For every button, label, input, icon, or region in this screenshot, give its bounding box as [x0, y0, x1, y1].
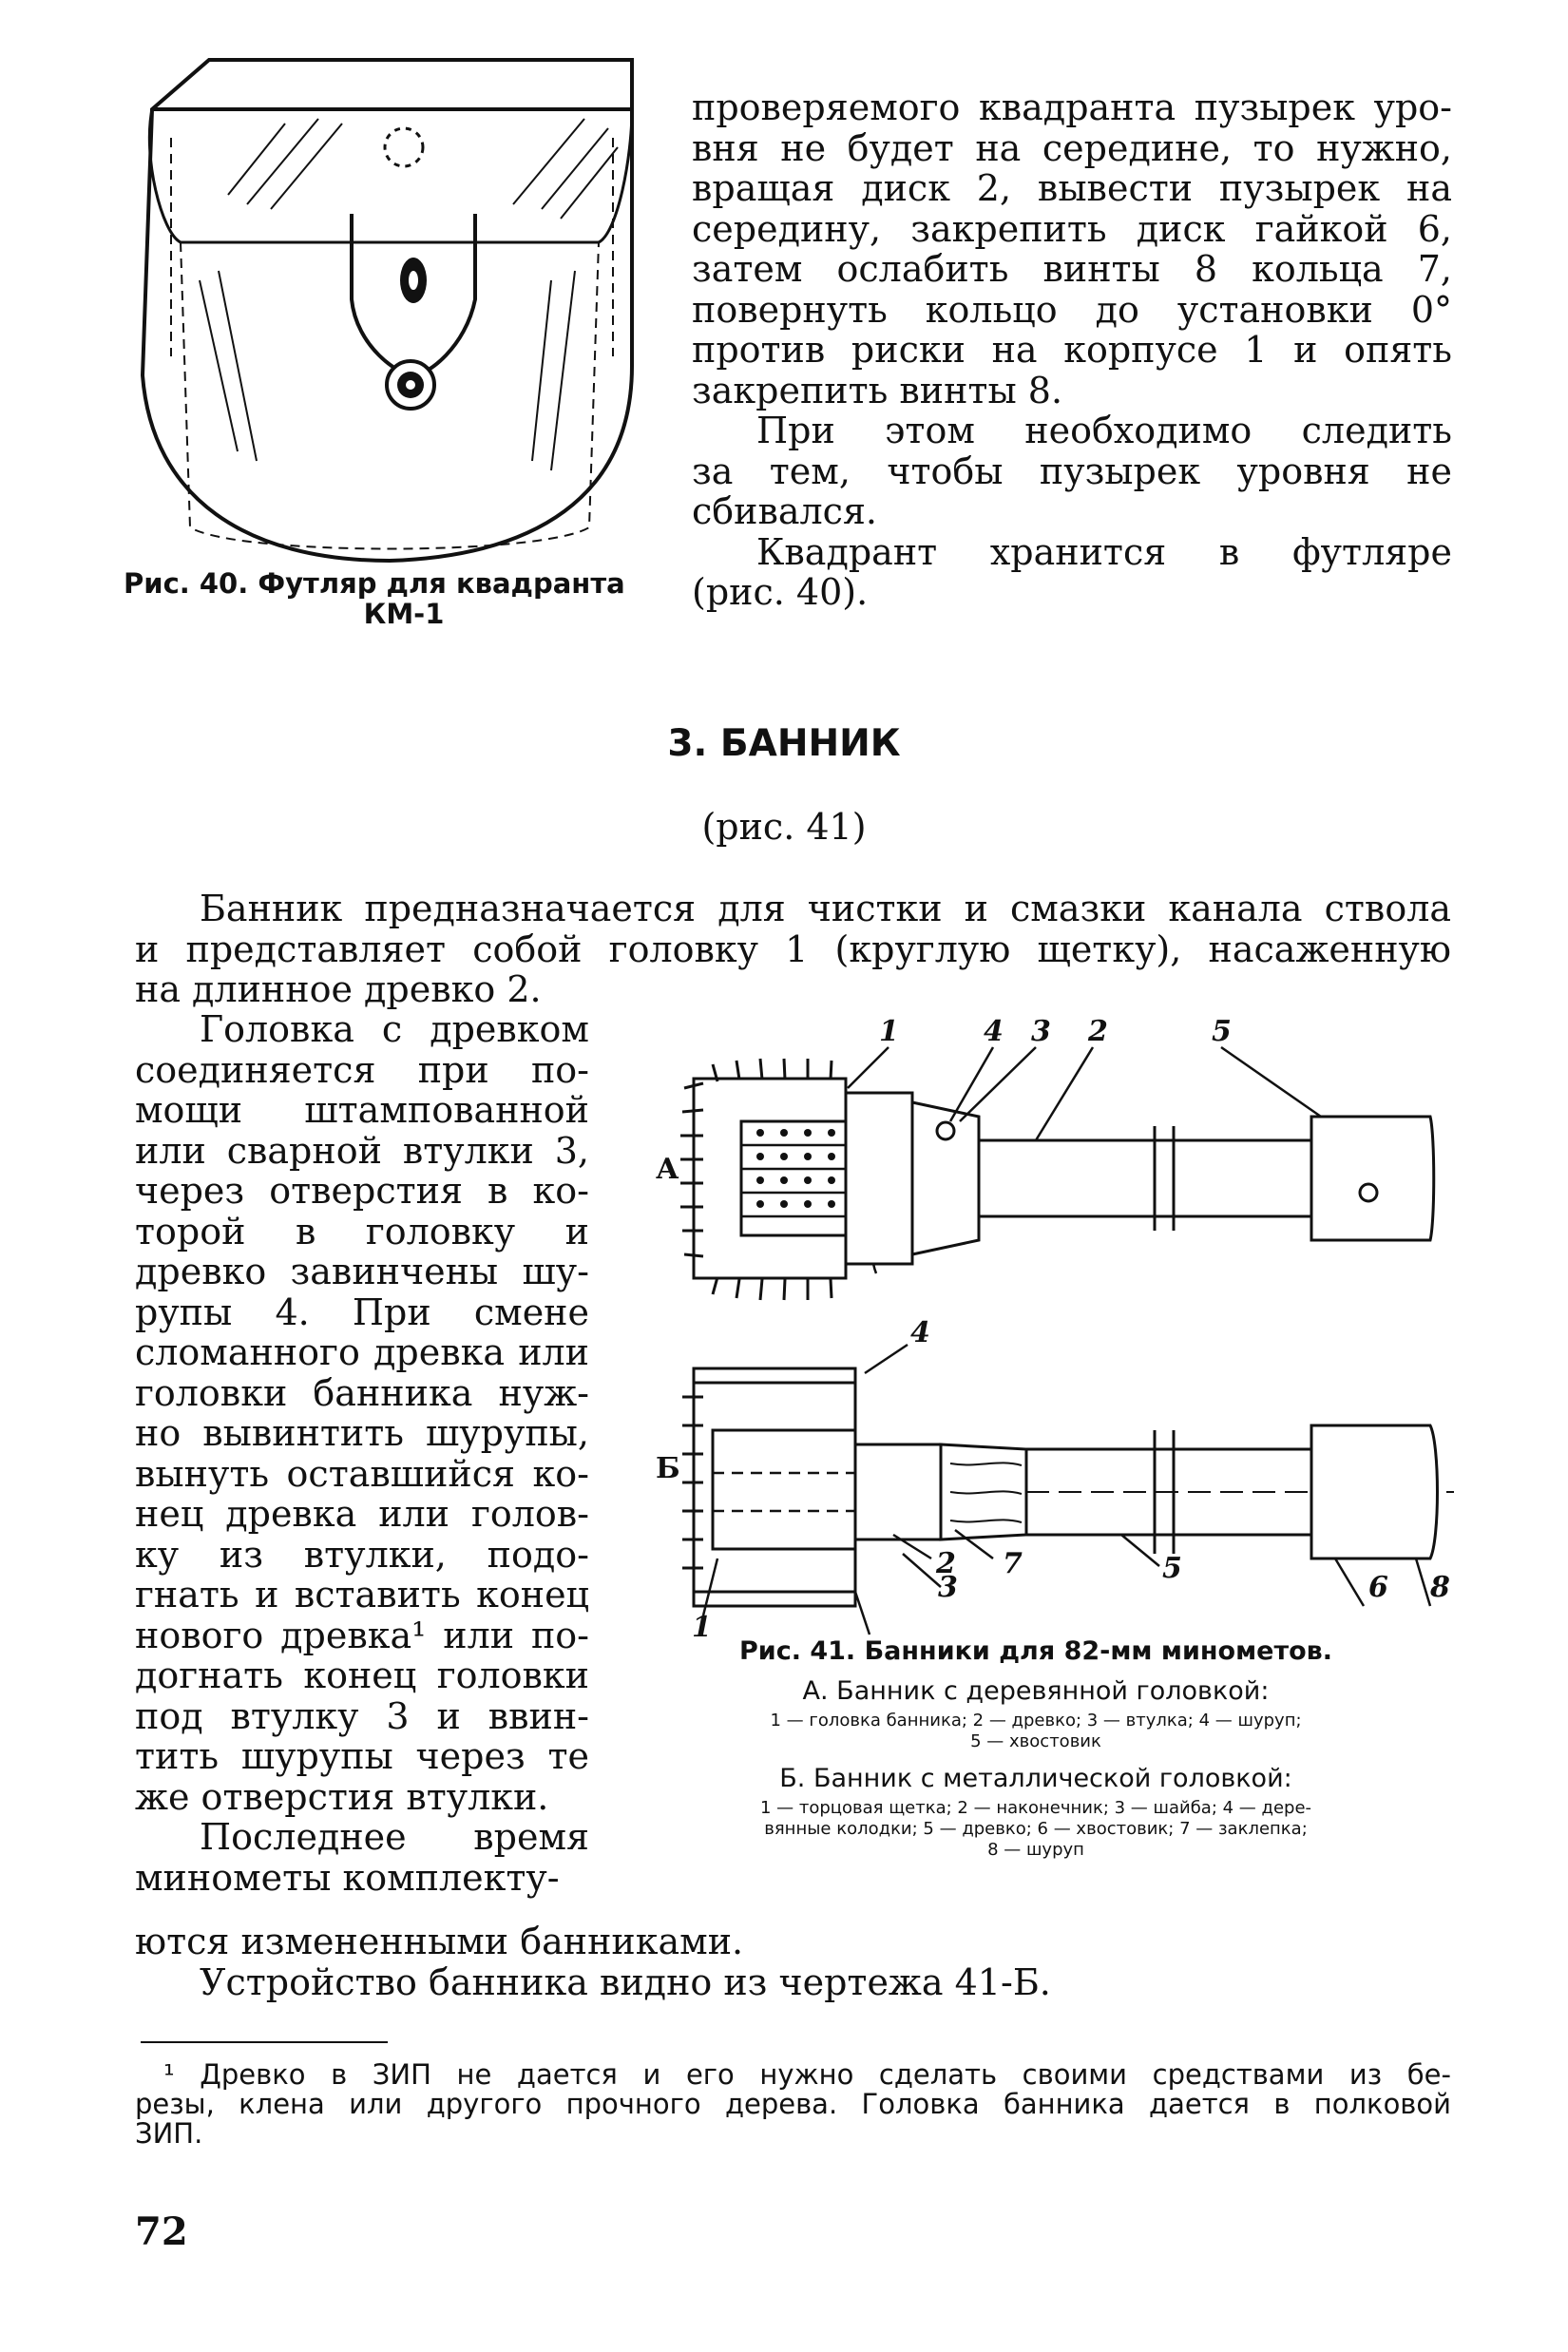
- text-line: соединяется при по-: [135, 1048, 589, 1091]
- drawing-b-label: Б: [656, 1452, 680, 1485]
- section-subtitle: (рис. 41): [701, 806, 867, 848]
- text-line: под втулку 3 и ввин-: [135, 1694, 589, 1737]
- text-line: затем ослабить винты 8 кольца 7,: [692, 248, 1452, 290]
- text-line: гнать и вставить конец: [135, 1574, 589, 1616]
- figure-41-caption-a-line2: 5 — хвостовик: [970, 1731, 1101, 1751]
- text-line: ются измененными банниками.: [135, 1921, 744, 1962]
- figure-40-caption-title: Футляр для квадранта: [258, 567, 625, 600]
- callout-b-7: 7: [1003, 1547, 1023, 1580]
- text-line: за тем, чтобы пузырек уровня не: [692, 449, 1452, 492]
- callout-b-8: 8: [1430, 1571, 1450, 1604]
- text-line: торой в головку и: [135, 1210, 589, 1252]
- text-line: головки банника нуж-: [135, 1371, 589, 1414]
- figure-41-caption: [608, 1633, 1463, 1861]
- text-line: При этом необходимо следить: [756, 410, 1452, 451]
- text-line: рупы 4. При смене: [135, 1291, 589, 1333]
- figure-41-caption-b-line1: 1 — торцовая щетка; 2 — наконечник; 3 — шайба; 4 — дере-: [759, 1798, 1312, 1818]
- callout-b-5: 5: [1162, 1552, 1182, 1585]
- callout-a-1: 1: [879, 1015, 899, 1048]
- text-line: же отверстия втулки.: [135, 1775, 549, 1818]
- figure-40-caption: [124, 568, 646, 629]
- text-line: Устройство банника видно из чертежа 41-Б.: [200, 1960, 1051, 2003]
- top-right-text-column: [692, 87, 1452, 613]
- callout-b-3: 3: [938, 1571, 958, 1604]
- figure-41-caption-a-line1: 1 — головка банника; 2 — древко; 3 — втулка; 4 — шуруп;: [770, 1711, 1302, 1731]
- text-line: сбивался.: [692, 490, 878, 532]
- figure-40-caption-model: КМ-1: [363, 598, 445, 630]
- text-line: вращая диск 2, вывести пузырек на: [692, 167, 1452, 209]
- text-line: Последнее время: [200, 1816, 589, 1858]
- figure-41-caption-b-line3: 8 — шуруп: [987, 1840, 1084, 1860]
- callout-a-2: 2: [1088, 1015, 1108, 1048]
- text-line: сломанного древка или: [135, 1331, 589, 1373]
- drawing-a-wooden-head: [680, 1047, 1434, 1300]
- text-line: тить шурупы через те: [135, 1735, 589, 1777]
- figure-41-caption-title: Рис. 41. Банники для 82-мм минометов.: [738, 1636, 1333, 1666]
- text-line: повернуть кольцо до установки 0°: [692, 288, 1452, 331]
- text-line: и представляет собой головку 1 (круглую щетку), насаженную: [135, 927, 1451, 970]
- text-line: вынуть оставшийся ко-: [135, 1452, 589, 1495]
- text-line: закрепить винты 8.: [692, 369, 1063, 411]
- text-line: древко завинчены шу-: [135, 1251, 589, 1292]
- footnote-line: резы, клена или другого прочного дерева. Головка банника дается в полковой: [135, 2088, 1451, 2120]
- text-line: минометы комплекту-: [135, 1856, 560, 1899]
- drawing-b-metal-head: [682, 1345, 1454, 1635]
- footnote-rule: [141, 2041, 388, 2043]
- text-line: середину, закрепить диск гайкой 6,: [692, 207, 1452, 250]
- callout-b-4: 4: [910, 1316, 930, 1349]
- text-line: против риски на корпусе 1 и опять: [692, 329, 1452, 371]
- text-line: на длинное древко 2.: [135, 968, 542, 1010]
- left-text-column: [135, 1009, 589, 1898]
- footnote: [135, 2060, 1451, 2149]
- text-line: вня не будет на середине, то нужно,: [692, 126, 1452, 169]
- text-line: догнать конец головки: [135, 1654, 589, 1696]
- bottom-paragraph: [135, 1922, 1451, 2002]
- callout-a-3: 3: [1031, 1015, 1051, 1048]
- footnote-line: ЗИП.: [135, 2117, 203, 2150]
- text-line: нового древка¹ или по-: [135, 1614, 589, 1656]
- text-line: Банник предназначается для чистки и смазки канала ствола: [200, 888, 1451, 929]
- figure-41-caption-a-title: А. Банник с деревянной головкой:: [802, 1676, 1270, 1706]
- text-line: или сварной втулки 3,: [135, 1129, 589, 1172]
- callout-b-6: 6: [1368, 1571, 1388, 1604]
- callout-a-4: 4: [984, 1015, 1004, 1048]
- text-line: Головка с древком: [200, 1008, 589, 1050]
- figure-40-caption-prefix: Рис. 40.: [124, 567, 249, 600]
- callout-b-1: 1: [692, 1611, 712, 1644]
- text-line: Квадрант хранится в футляре: [756, 530, 1452, 573]
- figure-41-caption-b-line2: вянные колодки; 5 — древко; 6 — хвостовик; 7 — заклепка;: [764, 1819, 1308, 1839]
- page-number: 72: [135, 2209, 188, 2254]
- text-line: мощи штампованной: [135, 1089, 589, 1131]
- section-title: 3. БАННИК: [667, 722, 901, 765]
- intro-paragraph: [135, 889, 1451, 1010]
- text-line: (рис. 40).: [692, 571, 869, 613]
- figure-40-case-drawing: [114, 52, 646, 570]
- callout-b-2: 2: [936, 1547, 956, 1580]
- figure-41-drawings: [627, 998, 1463, 1644]
- figure-41-caption-b-title: Б. Банник с металлической головкой:: [779, 1764, 1292, 1793]
- text-line: проверяемого квадранта пузырек уро-: [692, 86, 1452, 128]
- text-line: ку из втулки, подо-: [135, 1533, 589, 1576]
- drawing-a-label: А: [656, 1153, 679, 1186]
- text-line: но вывинтить шурупы,: [135, 1412, 589, 1454]
- text-line: через отверстия в ко-: [135, 1170, 589, 1212]
- text-line: нец древка или голов-: [135, 1493, 589, 1535]
- footnote-line: ¹ Древко в ЗИП не дается и его нужно сделать своими средствами из бе-: [163, 2058, 1451, 2091]
- callout-a-5: 5: [1212, 1015, 1232, 1048]
